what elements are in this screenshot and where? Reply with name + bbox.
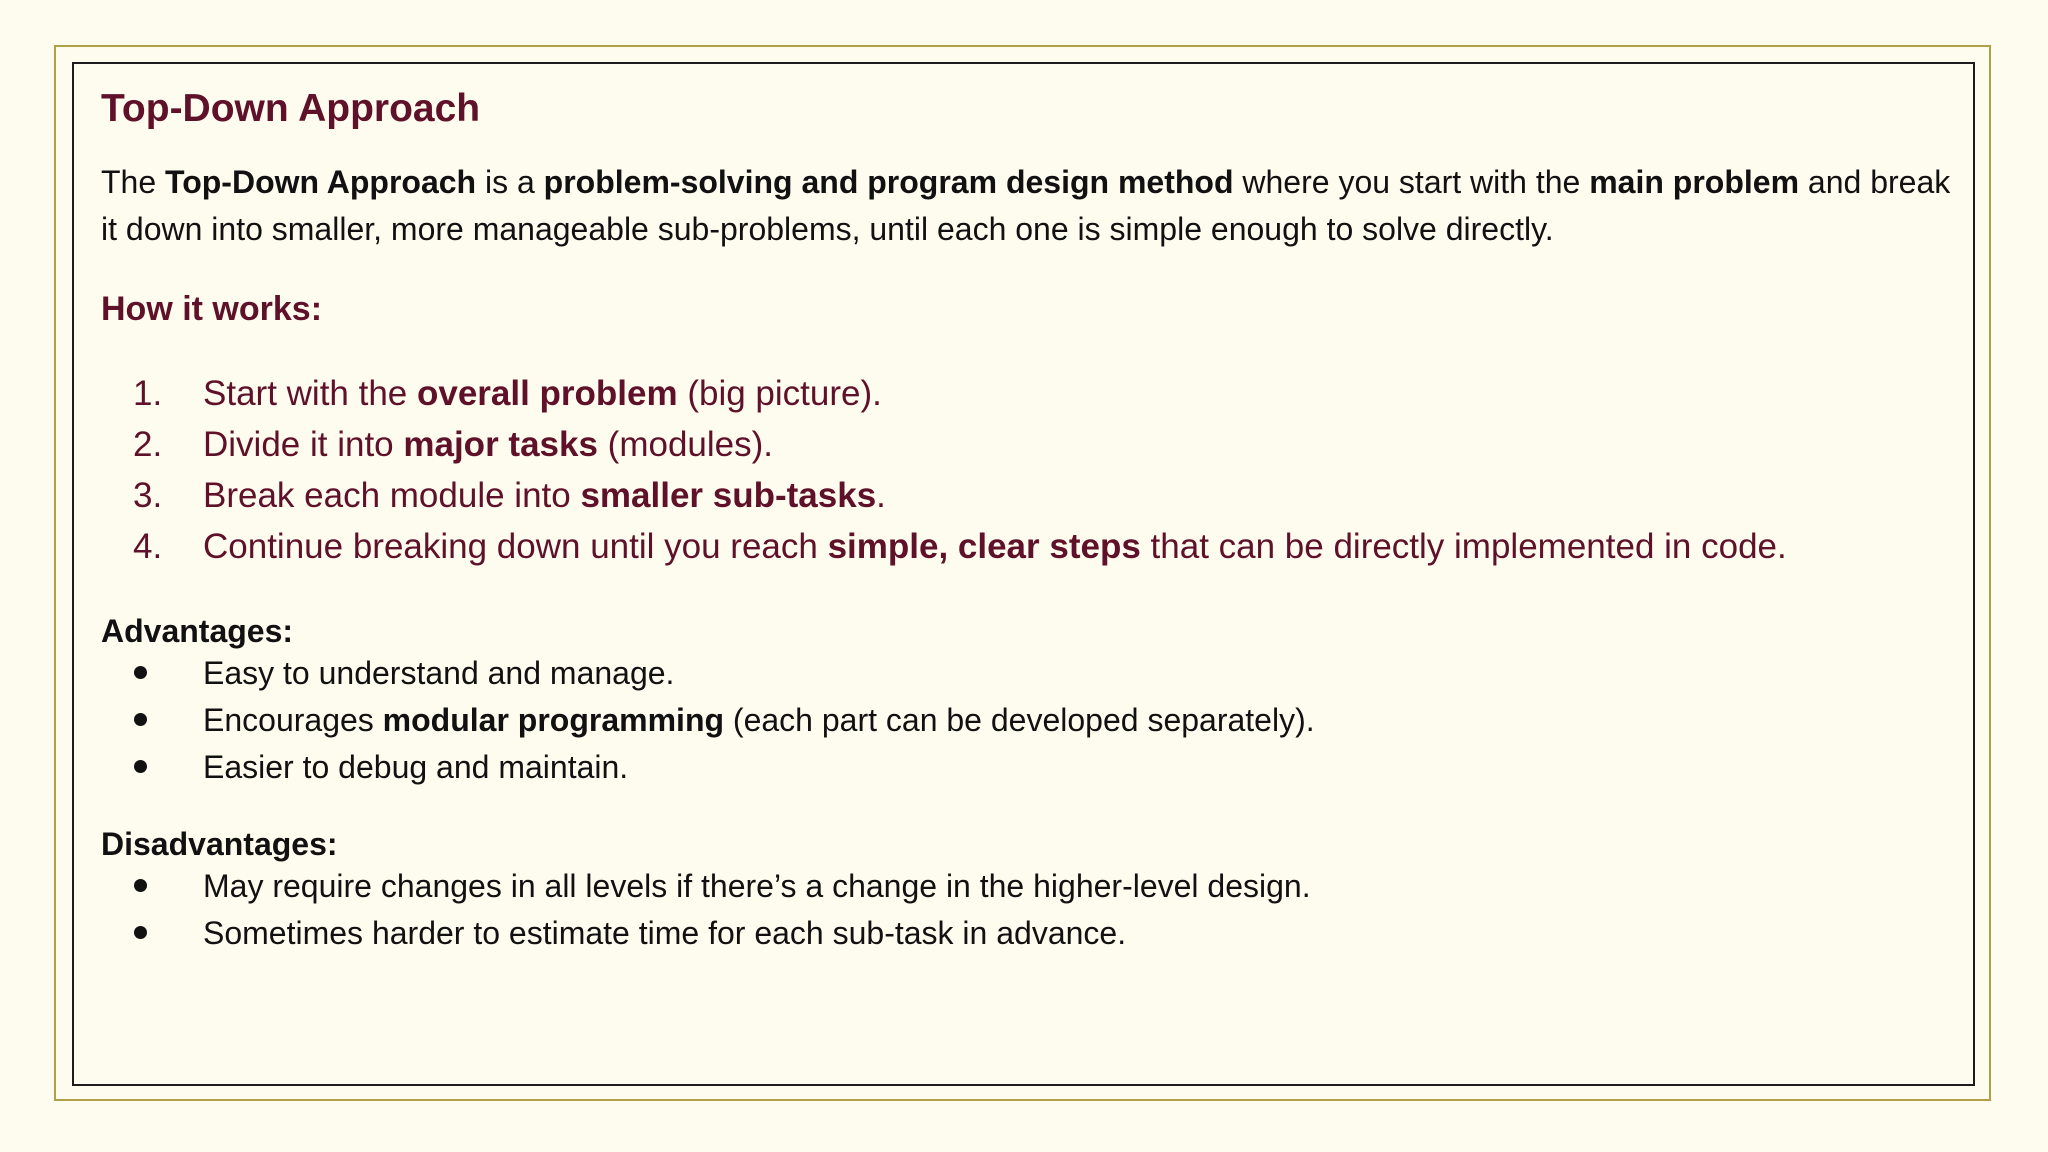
step-text: Break each module into <box>203 475 581 515</box>
step-text: Start with the <box>203 373 417 413</box>
advantages-list <box>101 650 1973 791</box>
list-item-text: (each part can be developed separately). <box>724 701 1315 738</box>
bullet-icon <box>134 713 147 726</box>
intro-text: is a <box>476 163 544 200</box>
step-text: Continue breaking down until you reach <box>203 526 828 566</box>
list-item <box>101 910 1973 957</box>
intro-term: main problem <box>1589 163 1800 200</box>
step-emphasis: simple, clear steps <box>827 526 1141 566</box>
step-item <box>101 470 1973 521</box>
bullet-icon <box>134 760 147 773</box>
intro-term: problem-solving and program design method <box>543 163 1234 200</box>
step-text: (modules). <box>597 424 773 464</box>
list-item-emphasis: modular programming <box>382 701 725 738</box>
intro-text: where you start with the <box>1233 163 1590 200</box>
list-item <box>101 863 1973 910</box>
how-it-works-heading: How it works: <box>101 289 323 328</box>
disadvantages-list <box>101 863 1973 957</box>
step-text: . <box>876 475 886 515</box>
step-text: (big picture). <box>677 373 882 413</box>
step-emphasis: major tasks <box>403 424 598 464</box>
list-item-text: May require changes in all levels if there’s a change in the higher-level design. <box>203 868 1311 905</box>
intro-text: The <box>101 163 166 200</box>
page-title: Top-Down Approach <box>101 87 481 130</box>
step-item <box>101 419 1973 470</box>
list-item <box>101 650 1973 697</box>
step-number: 3. <box>133 475 163 515</box>
list-item-text: Encourages <box>203 701 383 738</box>
disadvantages-heading: Disadvantages: <box>101 825 338 862</box>
bullet-icon <box>134 666 147 679</box>
advantages-heading: Advantages: <box>101 612 294 649</box>
step-emphasis: overall problem <box>416 373 678 413</box>
step-item <box>101 521 1973 572</box>
step-text: Divide it into <box>203 424 404 464</box>
step-number: 2. <box>133 424 163 464</box>
list-item-text: Easier to debug and maintain. <box>203 748 629 785</box>
intro-text: and break it down into smaller, more manageable sub-problems, until each one is simple enough to solve directly. <box>101 163 1951 247</box>
list-item <box>101 697 1973 744</box>
step-item <box>101 368 1973 419</box>
content-panel <box>72 62 1975 1086</box>
step-emphasis: smaller sub-tasks <box>580 475 877 515</box>
list-item-text: Easy to understand and manage. <box>203 654 675 691</box>
intro-term: Top-Down Approach <box>165 163 477 200</box>
step-number: 1. <box>133 373 163 413</box>
bullet-icon <box>134 926 147 939</box>
list-item <box>101 744 1973 791</box>
intro-paragraph <box>101 159 1973 253</box>
bullet-icon <box>134 879 147 892</box>
list-item-text: Sometimes harder to estimate time for each sub-task in advance. <box>203 915 1127 952</box>
step-text: that can be directly implemented in code. <box>1140 526 1787 566</box>
step-number: 4. <box>133 526 163 566</box>
steps-list <box>101 368 1973 572</box>
